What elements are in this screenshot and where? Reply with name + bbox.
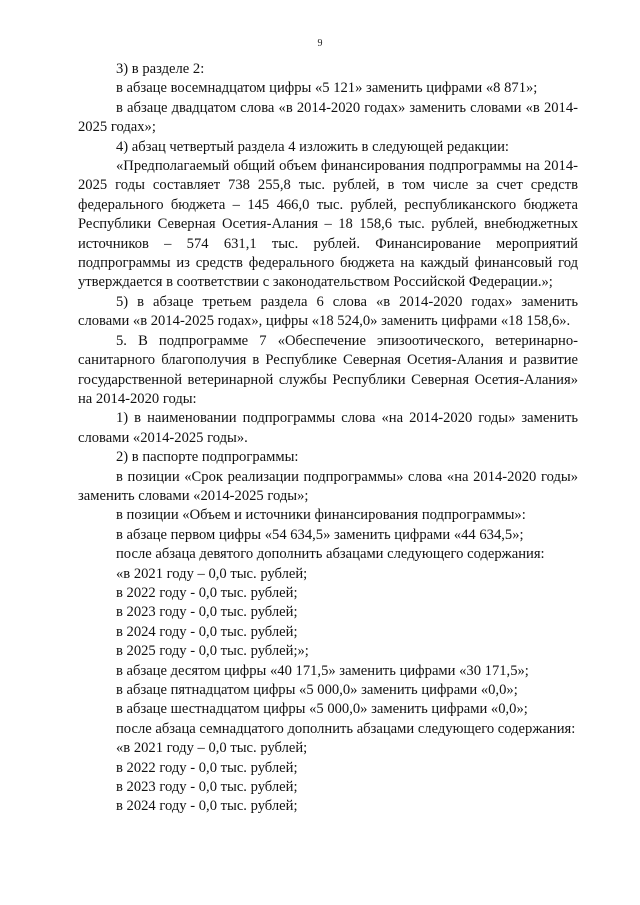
paragraph: в абзаце восемнадцатом цифры «5 121» заменить цифрами «8 871»;	[116, 80, 538, 97]
list-item: «в 2021 году – 0,0 тыс. рублей;	[116, 740, 308, 757]
paragraph: 5) в абзаце третьем раздела 6 слова «в 2014-2020 годах» заменить словами «в 2014-2025 годах», цифры «18 524,0» заменить цифрами «18 158,6».	[78, 293, 578, 330]
paragraph: в абзаце первом цифры «54 634,5» заменить цифрами «44 634,5»;	[116, 526, 524, 543]
paragraph: в абзаце шестнадцатом цифры «5 000,0» заменить цифрами «0,0»;	[116, 701, 528, 718]
list-item: в 2024 году - 0,0 тыс. рублей;	[116, 798, 298, 815]
list-item: в 2024 году - 0,0 тыс. рублей;	[116, 623, 298, 640]
paragraph: в абзаце десятом цифры «40 171,5» заменить цифрами «30 171,5»;	[116, 662, 529, 679]
paragraph: в абзаце пятнадцатом цифры «5 000,0» заменить цифрами «0,0»;	[116, 682, 518, 698]
list-item: «в 2021 году – 0,0 тыс. рублей;	[116, 565, 308, 582]
list-item: в 2023 году - 0,0 тыс. рублей;	[116, 779, 298, 796]
list-item: в 2022 году - 0,0 тыс. рублей;	[116, 759, 298, 776]
paragraph: в абзаце двадцатом слова «в 2014-2020 годах» заменить словами «в 2014-2025 годах»;	[78, 99, 578, 136]
paragraph: 1) в наименовании подпрограммы слова «на 2014-2020 годы» заменить словами «2014-2025 годы».	[78, 410, 578, 446]
page-number: 9	[317, 38, 323, 49]
paragraph: после абзаца семнадцатого дополнить абзацами следующего содержания:	[116, 720, 576, 737]
paragraph: после абзаца девятого дополнить абзацами следующего содержания:	[116, 546, 545, 563]
paragraph: 3) в разделе 2:	[116, 61, 205, 77]
paragraph: 2) в паспорте подпрограммы:	[116, 449, 299, 466]
list-item: в 2025 году - 0,0 тыс. рублей;»;	[116, 643, 309, 660]
paragraph: в позиции «Объем и источники финансирования подпрограммы»:	[116, 507, 526, 524]
paragraph: 4) абзац четвертый раздела 4 изложить в следующей редакции:	[116, 138, 509, 155]
list-item: в 2022 году - 0,0 тыс. рублей;	[116, 584, 298, 601]
paragraph: в позиции «Срок реализации подпрограммы» слова «на 2014-2020 годы» заменить словами «2014-2025 годы»;	[78, 468, 578, 504]
paragraph: «Предполагаемый общий объем финансирования подпрограммы на 2014-2025 годы составляет 738 255,8 тыс. рублей, в том числе за счет средств федерального бюджета – 145 466,0 тыс. рублей, республиканского бюджета Республики Северная Осетия-Алания – 18 158,6 тыс. рублей, внебюджетных источников – 574 631,1 тыс. рублей. Финансирование мероприятий подпрограммы из средств федерального бюджета на каждый финансовый год утверждается в соответствии с законодательством Российской Федерации.»;	[78, 158, 578, 291]
document-body	[78, 60, 578, 817]
paragraph: 5. В подпрограмме 7 «Обеспечение эпизоотического, ветеринарно-санитарного благополучия в Республике Северная Осетия-Алания и развитие государственной ветеринарной службы Республики Северная Осетия-Алания» на 2014-2020 годы:	[78, 332, 578, 407]
list-item: в 2023 году - 0,0 тыс. рублей;	[116, 604, 298, 621]
